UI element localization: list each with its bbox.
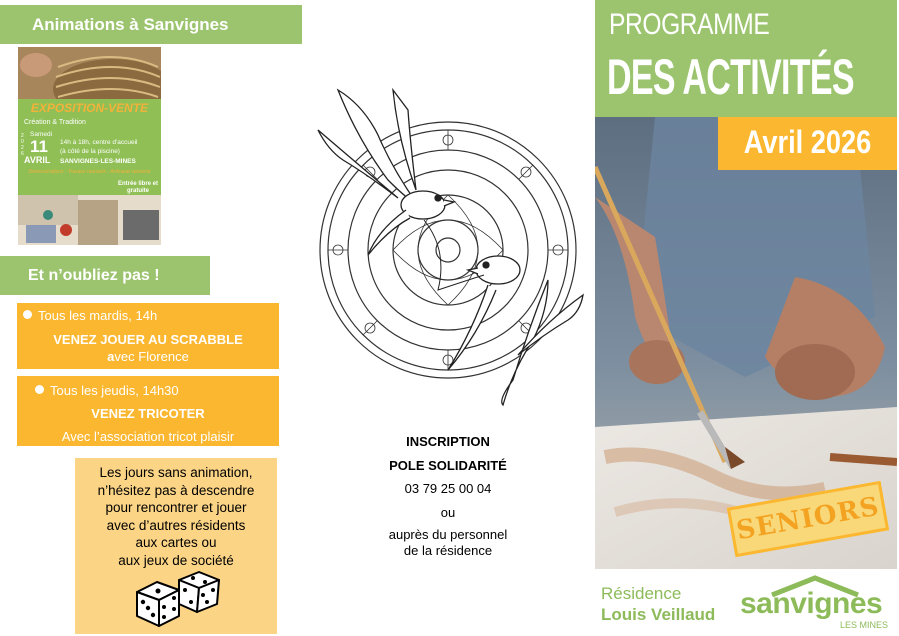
basket-photo [18,47,161,105]
inscription-alt-1: auprès du personnel [388,527,508,542]
info-line: pour rencontrer et jouer [105,500,247,515]
scrabble-title: VENEZ JOUER AU SCRABBLE [53,332,243,347]
month-badge [718,117,897,170]
sanvignes-logo [740,575,890,633]
inscription-block [342,430,554,559]
inscription-label: INSCRIPTION [406,434,490,449]
title-block [595,0,897,117]
scrabble-when: Tous les mardis, 14h [23,308,157,323]
residence-name [601,583,715,625]
poster-day-number: 11 [30,137,48,156]
bird-mandala-illustration [298,80,588,410]
residence-line-1: Résidence [601,584,682,603]
poster-subtitle: Création & Tradition [24,119,86,126]
poster-year: 2026 [21,133,24,157]
info-line: aux cartes ou [135,535,217,550]
residence-line-2: Louis Veillaud [601,605,716,624]
info-line: avec d’autres résidents [106,517,246,533]
poster-entry: Entrée libre et gratuite [118,181,159,194]
knitting-title: VENEZ TRICOTER [91,406,205,421]
info-text [75,464,277,569]
seniors-stamp-label: SENIORS [734,491,882,547]
inscription-service: POLE SOLIDARITÉ [389,457,507,473]
reminder-header-label: Et n’oubliez pas ! [28,267,160,284]
logo-main: sanvignes [740,587,883,620]
knitting-with: Avec l’association tricot plaisir [61,429,235,444]
title-line-2: DES ACTIVITÉS [607,49,854,105]
poster-hours: 14h à 18h, centre d'accueil [60,139,138,146]
animations-header-label: Animations à Sanvignes [32,15,229,34]
scrabble-with-rest: vec Florence [114,349,189,364]
inscription-or: ou [440,504,456,520]
knitting-when: Tous les jeudis, 14h30 [35,383,179,398]
animations-header [0,5,302,44]
poster-tagline: Démonstrations - Travaux manuels - Artisanat vannerie [28,169,151,175]
craft-photo [18,195,161,245]
dice-icon [133,570,223,630]
scrabble-with-initial: a [107,349,115,364]
poster-place-note: (à côté de la piscine) [60,148,120,155]
scrabble-with [17,349,279,364]
info-line: aux jeux de société [118,552,234,568]
event-poster [18,47,161,245]
poster-title: EXPOSITION-VENTE [30,101,149,115]
poster-month: AVRIL [24,155,51,165]
activity-knitting [17,376,279,446]
month-label: Avril 2026 [743,124,872,160]
info-box [75,458,277,634]
info-line: n’hésitez pas à descendre [97,482,255,498]
poster-town: SANVIGNES-LES-MINES [60,158,136,165]
info-line: Les jours sans animation, [99,465,253,480]
inscription-phone: 03 79 25 00 04 [404,481,492,496]
activity-scrabble [17,303,279,369]
reminder-header [0,256,210,295]
title-line-1: PROGRAMME [609,8,770,41]
logo-sub: LES MINES [839,620,888,630]
poster-day-label: Samedi [30,131,53,138]
inscription-alt-2: de la résidence [403,543,493,558]
